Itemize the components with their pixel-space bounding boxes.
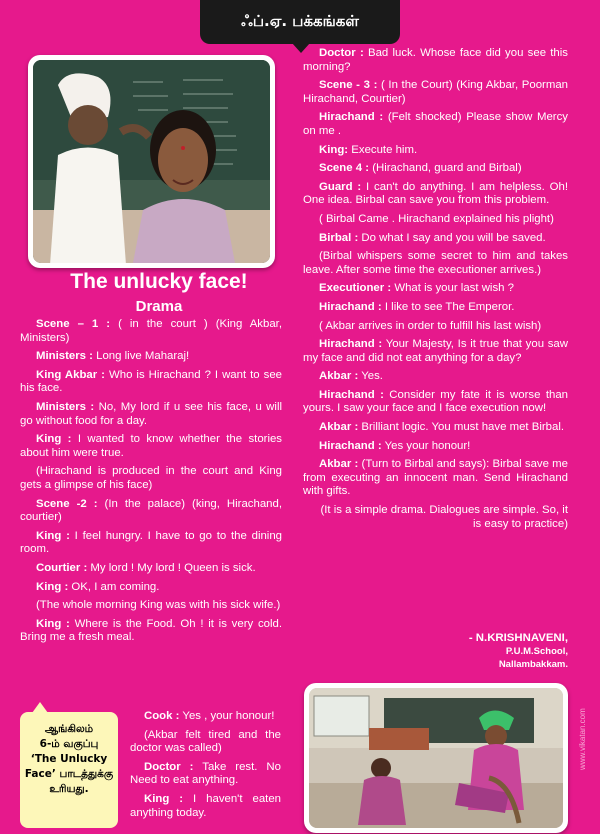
dialogue-line <box>303 111 568 138</box>
author-signature <box>420 632 568 671</box>
speaker-label: Scene 4 : <box>319 162 370 175</box>
dialogue-text: Do what I say and you will be saved. <box>358 231 546 244</box>
dialogue-text: Execute him. <box>348 143 418 156</box>
speaker-label: Akbar : <box>319 370 359 383</box>
dialogue-line <box>303 181 568 208</box>
dialogue-text: ( in the court ) (King Akbar, Ministers) <box>20 318 282 344</box>
dialogue-line <box>20 318 282 345</box>
speaker-label: King : <box>36 529 70 542</box>
classroom-photo <box>28 55 275 268</box>
speaker-label: Hirachand : <box>319 439 382 452</box>
dialogue-text: Brilliant logic. You must have met Birbal. <box>358 421 565 434</box>
dialogue-text: My lord ! My lord ! Queen is sick. <box>87 561 256 574</box>
stage-direction <box>303 250 568 277</box>
speaker-label: Scene – 1 : <box>36 318 111 330</box>
performance-photo <box>304 683 568 833</box>
stage-direction <box>303 213 568 227</box>
author-place: Nallambakkam. <box>498 659 568 670</box>
right-column-text <box>303 47 568 536</box>
stage-direction <box>130 729 281 756</box>
author-note-text: (It is a simple drama. Dialogues are simple. So, it is easy to practice) <box>320 504 568 530</box>
dialogue-text: ( In the Court) (King Akbar, Poorman Hirachand, Courtier) <box>303 79 568 105</box>
dialogue-text: I haven't eaten anything today. <box>130 792 281 819</box>
dialogue-line <box>303 144 568 158</box>
dialogue-line <box>20 401 282 428</box>
dialogue-line <box>303 301 568 315</box>
dialogue-line <box>20 433 282 460</box>
dialogue-line <box>20 562 282 576</box>
note-line: உரியது. <box>49 783 89 795</box>
speaker-label: Doctor : <box>144 760 194 773</box>
author-note <box>303 504 568 531</box>
speaker-label: Executioner : <box>319 282 392 295</box>
speaker-label: King : <box>36 580 69 593</box>
speaker-label: King : <box>36 617 70 630</box>
speaker-label: Scene -2 : <box>36 497 98 510</box>
stage-direction-text: (Akbar felt tired and the doctor was called) <box>130 728 281 755</box>
dialogue-line <box>303 79 568 106</box>
watermark-text: www.vikatan.com <box>578 708 587 770</box>
dialogue-line <box>20 618 282 645</box>
stage-direction-text: (The whole morning King was with his sick wife.) <box>36 599 281 612</box>
story-subtitle: Drama <box>135 298 183 315</box>
dialogue-text: I can't do anything. I am helpless. Oh! One idea. Birbal can save you from this problem. <box>303 180 568 207</box>
dialogue-line <box>303 440 568 454</box>
note-line: Face’ பாடத்துக்கு <box>24 768 114 780</box>
dialogue-line <box>20 498 282 525</box>
speaker-label: King: <box>319 143 349 156</box>
dialogue-text: I feel hungry. I have to go to the dining room. <box>20 529 283 556</box>
dialogue-line <box>20 530 282 557</box>
dialogue-line <box>20 581 282 595</box>
dialogue-text: I like to see The Emperor. <box>381 300 515 313</box>
dialogue-text: Bad luck. Whose face did you see this morning? <box>303 47 568 73</box>
stage-direction-text: ( Birbal Came . Hirachand explained his plight) <box>319 212 554 225</box>
left-column-text <box>20 318 282 650</box>
dialogue-line <box>303 47 568 74</box>
dialogue-line <box>303 389 568 416</box>
stage-direction <box>20 465 282 492</box>
speaker-label: Ministers : <box>36 400 95 413</box>
speaker-label: King Akbar : <box>36 368 105 381</box>
dialogue-text: (Hirachand, guard and Birbal) <box>369 162 522 175</box>
speaker-label: Doctor : <box>319 47 364 59</box>
dialogue-line <box>20 350 282 364</box>
dialogue-text: No, My lord if u see his face, u will go without food for a day. <box>20 400 283 427</box>
dialogue-text: I wanted to know whether the stories about him were true. <box>20 433 283 459</box>
dialogue-text: Yes. <box>358 370 383 383</box>
dialogue-text: Yes your honour! <box>381 439 471 452</box>
dialogue-text: Who is Hirachand ? I want to see his face. <box>20 368 283 395</box>
section-header-label: ஃப்.ஏ. பக்கங்கள் <box>241 12 359 30</box>
left-column-bottom-text <box>130 710 281 825</box>
stage-direction <box>20 599 282 613</box>
speaker-label: Hirachand : <box>319 338 383 351</box>
speaker-label: Cook : <box>144 710 180 722</box>
dialogue-text: Consider my fate it is worse than yours. I saw your face and I face execution now! <box>303 388 568 415</box>
note-line: ஆங்கிலம் <box>44 723 94 735</box>
performance-photo-image <box>309 688 563 828</box>
speaker-label: Hirachand : <box>319 388 384 401</box>
author-school: P.U.M.School, <box>505 646 568 657</box>
dialogue-line <box>303 232 568 246</box>
speaker-label: Birbal : <box>319 231 359 244</box>
speaker-label: Akbar : <box>319 421 359 434</box>
dialogue-text: OK, I am coming. <box>68 580 160 593</box>
dialogue-line <box>20 369 282 396</box>
speaker-label: Hirachand : <box>319 300 382 313</box>
dialogue-line <box>303 338 568 365</box>
section-header-tab <box>200 0 400 44</box>
dialogue-line <box>130 761 281 788</box>
dialogue-line <box>303 370 568 384</box>
note-line: 6-ம் வகுப்பு <box>39 738 99 750</box>
dialogue-line <box>303 458 568 499</box>
speaker-label: Courtier : <box>36 561 88 574</box>
dialogue-text: (Turn to Birbal and says): Birbal save me from executing an innocent man. Send Hirachand with gifts. <box>303 458 569 498</box>
dialogue-text: Take rest. No Need to eat anything. <box>130 760 281 787</box>
story-title: The unlucky face! <box>70 270 248 293</box>
stage-direction-text: ( Akbar arrives in order to fulfill his last wish) <box>319 319 542 332</box>
dialogue-line <box>303 282 568 296</box>
speaker-label: Scene - 3 : <box>319 79 378 92</box>
speaker-label: Hirachand : <box>319 111 384 124</box>
dialogue-line <box>130 710 281 724</box>
dialogue-text: (In the palace) (king, Hirachand, courtier) <box>20 497 283 524</box>
dialogue-line <box>303 421 568 435</box>
stage-direction-text: (Hirachand is produced in the court and King gets a glimpse of his face) <box>20 465 282 491</box>
dialogue-text: Where is the Food. Oh ! it is very cold. Bring me a fresh meal. <box>20 617 282 644</box>
speaker-label: King : <box>36 433 72 446</box>
dialogue-text: Yes , your honour! <box>179 710 275 722</box>
speaker-label: Guard : <box>319 180 362 193</box>
dialogue-text: What is your last wish ? <box>391 282 514 295</box>
author-name: - N.KRISHNAVENI, <box>468 632 568 644</box>
note-line: ‘The Unlucky <box>30 753 108 765</box>
dialogue-line <box>303 162 568 176</box>
classroom-photo-image <box>33 60 270 263</box>
stage-direction <box>303 320 568 334</box>
dialogue-text: Your Majesty, Is it true that you saw my face and did not eat anything for a day? <box>303 338 568 364</box>
dialogue-line <box>130 793 281 820</box>
speaker-label: Ministers : <box>36 350 93 363</box>
stage-direction-text: (Birbal whispers some secret to him and takes leave. After some time the executioner arrives.) <box>303 250 568 276</box>
dialogue-text: Long live Maharaj! <box>92 350 190 363</box>
syllabus-note <box>20 712 118 828</box>
speaker-label: King : <box>144 792 184 805</box>
dialogue-text: (Felt shocked) Please show Mercy on me . <box>303 111 568 137</box>
speaker-label: Akbar : <box>319 458 359 471</box>
